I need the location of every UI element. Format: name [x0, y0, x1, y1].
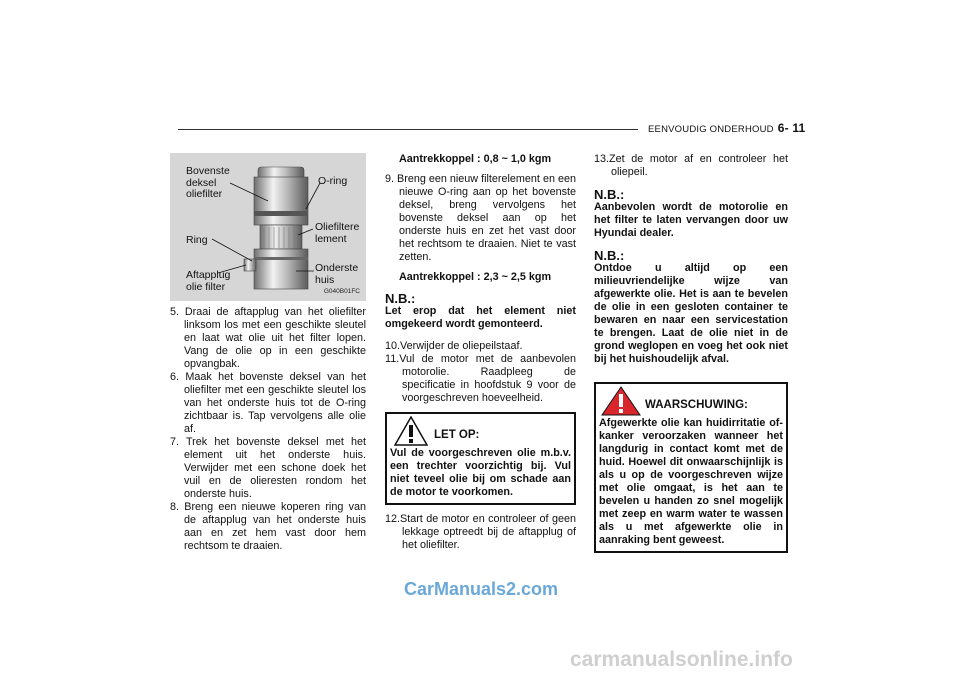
header-rule — [178, 129, 638, 130]
caution-header — [390, 417, 571, 447]
note-text: Let erop dat het element niet omgekeerd wordt gemonteerd. — [385, 305, 576, 330]
figure-code: G040B01FC — [323, 288, 360, 295]
column-1 — [170, 153, 366, 553]
warning-box — [594, 382, 788, 553]
step-7: 7. Trek het bovenste deksel met het element uit het onderste huis. Verwijder met een schone doek het vuil en de olieresten rondom het onderste huis. — [170, 436, 366, 500]
warning-text: Afgewerkte olie kan huidirritatie of-kanker veroorzaken wanneer het langdurig in contact komt met de huid. Hoewel dit onwaarschijnlijk is als u op de voorgeschreven wijze met olie omgaat, is het aan te bevelen u handen zo snel mogelijk met zeep en warm water te wassen als u met afgewerkte olie in aanraking bent geweest. — [599, 417, 783, 546]
label-element: Oliefiltere lement — [315, 221, 360, 245]
watermark-footer[interactable]: carmanualsonline.info — [570, 648, 793, 671]
note-1-title: N.B.: — [594, 187, 625, 202]
step-9: 9. Breng een nieuw filterelement en een nieuwe O-ring aan op het bovenste deksel, breng vervolgens het bovenste deksel aan op het onderste huis en zet het vast door het rechtsom te draaien. Niet te vast zetten. — [385, 173, 576, 263]
oil-filter-figure — [170, 153, 366, 301]
warning-title: WAARSCHUWING: — [645, 399, 748, 411]
label-o-ring: O-ring — [318, 175, 348, 187]
note-2-text: Ontdoe u altijd op een milieuvriendelijke wijze van afgewerkte olie. Het is aan te bevelen de olie in een gesloten container te bewaren en naar een servicestation te brengen. Laat de olie niet in de grond weglopen en voeg het ook niet bij het huishoudelijk afval. — [594, 262, 788, 365]
label-lower-housing: Onderste huis — [315, 262, 359, 286]
step-6: 6. Maak het bovenste deksel van het oliefilter met een geschikte sleutel los van het onderste huis tot de O-ring zichtbaar is. Tap vervolgens alle olie af. — [170, 371, 366, 435]
warning-header — [599, 387, 783, 417]
column-2 — [385, 153, 576, 552]
torque-spec-2: Aantrekkoppel : 2,3 ~ 2,5 kgm — [399, 271, 552, 283]
warning-icon — [601, 386, 641, 416]
section-title: EENVOUDIG ONDERHOUD — [648, 124, 774, 135]
torque-spec-1: Aantrekkoppel : 0,8 ~ 1,0 kgm — [399, 153, 552, 165]
watermark-logo[interactable]: CarManuals2.com — [404, 579, 559, 599]
step-8: 8. Breng een nieuwe koperen ring van de aftapplug van het onderste huis aan en zet hem vast door hem rechtsom te draaien. — [170, 501, 366, 552]
caution-box — [385, 412, 576, 505]
step-11: 11.Vul de motor met de aanbevolen motorolie. Raadpleeg de specificatie in hoofdstuk 9 voor de voorgeschreven hoeveelheid. — [385, 353, 576, 404]
note-title: N.B.: — [385, 291, 416, 306]
step-5: 5. Draai de aftapplug van het oliefilter linksom los met een geschikte sleutel en laat wat olie uit het filter lopen. Vang de olie op in een geschikte opvangbak. — [170, 306, 366, 370]
caution-text: Vul de voorgeschreven olie m.b.v. een trechter voorzichtig bij. Vul niet teveel olie bij om schade aan de motor te voorkomen. — [390, 447, 571, 498]
label-ring: Ring — [186, 234, 208, 246]
label-drain-plug: Aftapplug olie filter — [186, 269, 231, 293]
step-13: 13.Zet de motor af en controleer het oliepeil. — [594, 153, 788, 178]
caution-icon — [394, 416, 428, 446]
step-10: 10.Verwijder de oliepeilstaaf. — [385, 340, 523, 352]
note-2-title: N.B.: — [594, 248, 625, 263]
step-12: 12.Start de motor en controleer of geen lekkage optreedt bij de aftapplug of het oliefilter. — [385, 513, 576, 551]
label-top-cover: Bovenste deksel oliefilter — [186, 165, 230, 200]
page-header — [648, 121, 805, 135]
column-3 — [594, 153, 788, 553]
page-number: 6- 11 — [777, 121, 806, 135]
caution-title: LET OP: — [434, 429, 480, 441]
note-1-text: Aanbevolen wordt de motorolie en het filter te laten vervangen door uw Hyundai dealer. — [594, 201, 788, 239]
